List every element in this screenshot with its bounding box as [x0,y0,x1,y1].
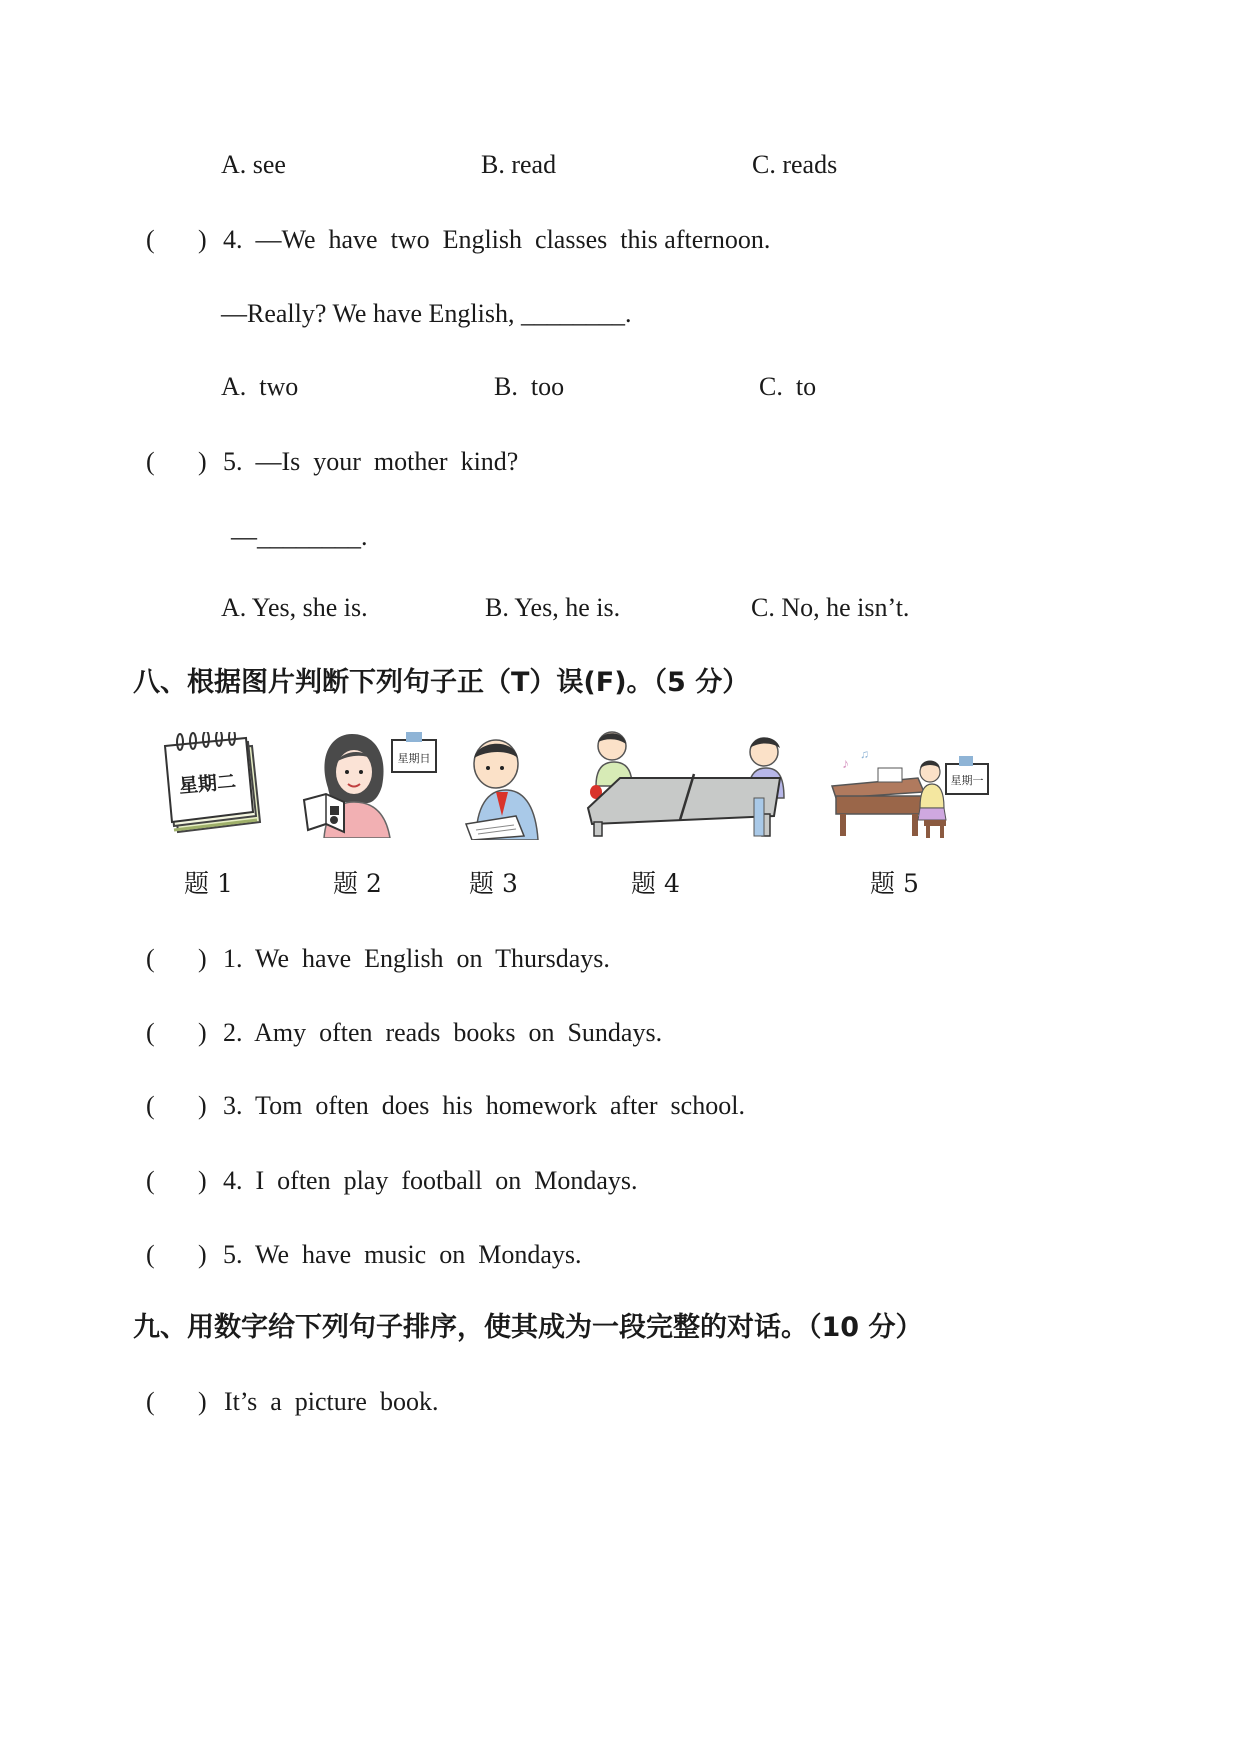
q4-response: —Really? We have English, ________. [221,299,632,328]
q5-response: —________. [231,522,368,551]
picture-label-5: 题 5 [870,869,919,898]
answer-paren-close: ) [198,225,207,254]
q3-option-a: A. see [221,150,286,179]
section-8-item-2: 2. Amy often reads books on Sundays. [223,1018,663,1047]
table-tennis-icon [588,732,784,836]
table-tennis-picture [584,730,790,840]
section-8-item-3: 3. Tom often does his homework after school. [223,1091,745,1120]
section-9-item-1: It’s a picture book. [224,1387,439,1416]
answer-paren-open: ( [146,944,155,973]
answer-paren-close: ) [198,1240,207,1269]
answer-paren-open: ( [146,225,155,254]
answer-paren-close: ) [198,944,207,973]
answer-paren-open: ( [146,447,155,476]
q5-option-b: B. Yes, he is. [485,593,621,622]
piano-picture [826,746,992,840]
calendar-day-text: 星期二 [178,770,237,798]
q4-question: 4. —We have two English classes this afternoon. [223,225,771,254]
svg-text:♫: ♫ [860,747,869,761]
section-8-item-4: 4. I often play football on Mondays. [223,1166,638,1195]
q4-option-c: C. to [759,372,817,401]
note-sign-text: 星期一 [950,774,984,787]
answer-paren-close: ) [198,447,207,476]
q4-option-b: B. too [494,372,565,401]
section-9-title: 九、用数字给下列句子排序，使其成为一段完整的对话。（10 分） [133,1312,923,1343]
answer-paren-open: ( [146,1091,155,1120]
boy-homework-picture [462,736,544,840]
answer-paren-open: ( [146,1166,155,1195]
picture-label-3: 题 3 [469,869,518,898]
q5-option-c: C. No, he isn’t. [751,593,910,622]
answer-paren-close: ) [198,1387,207,1416]
answer-paren-open: ( [146,1240,155,1269]
girl-reading-picture [300,728,440,838]
answer-paren-close: ) [198,1091,207,1120]
q3-option-c: C. reads [752,150,838,179]
girl-reading-icon [304,734,390,838]
note-sign-text: 星期日 [397,752,431,765]
section-8-item-5: 5. We have music on Mondays. [223,1240,582,1269]
q4-option-a: A. two [221,372,299,401]
q5-option-a: A. Yes, she is. [221,593,368,622]
q5-question: 5. —Is your mother kind? [223,447,519,476]
piano-girl-icon [832,747,946,838]
answer-paren-open: ( [146,1387,155,1416]
answer-paren-close: ) [198,1166,207,1195]
q3-option-b: B. read [481,150,557,179]
picture-label-1: 题 1 [184,869,233,898]
answer-paren-close: ) [198,1018,207,1047]
calendar-picture [160,732,264,838]
boy-homework-icon [466,740,538,840]
section-8-title: 八、根据图片判断下列句子正（T）误(F)。（5 分） [133,667,750,698]
picture-label-4: 题 4 [631,869,680,898]
section-8-item-1: 1. We have English on Thursdays. [223,944,610,973]
svg-text:♪: ♪ [842,757,849,772]
answer-paren-open: ( [146,1018,155,1047]
picture-label-2: 题 2 [333,869,382,898]
